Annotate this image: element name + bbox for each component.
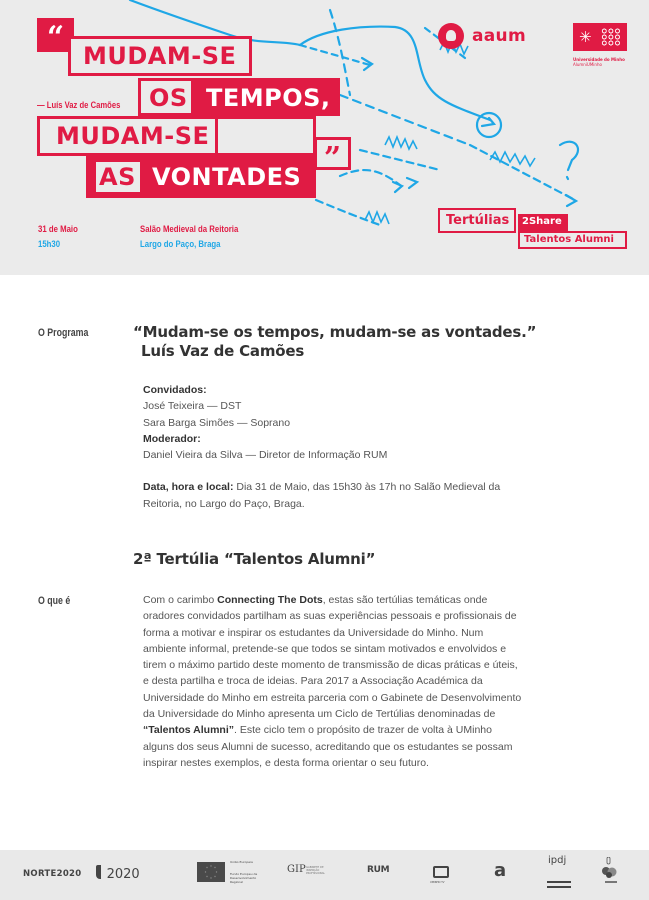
- uminho-tv-icon: [433, 866, 449, 878]
- rum-logo: RUM: [367, 865, 390, 875]
- ipdj-underline: [547, 881, 571, 883]
- headline-author: — Luís Vaz de Camões: [37, 100, 121, 110]
- aaum-footer-logo: a: [494, 860, 507, 881]
- headline-line3: MUDAM-SE: [37, 116, 218, 156]
- programa-quote: [133, 323, 536, 361]
- tertulia-title: 2ª Tertúlia “Talentos Alumni”: [133, 550, 376, 568]
- event-time: 15h30: [38, 239, 61, 250]
- um-star-icon: ✳: [579, 28, 592, 46]
- paragraph-text: , estas são tertúlias temáticas onde oradores convidados partilham as suas experiências pessoais e profissionais de forma a motivar e inspirar os estudantes da Universidade do Minho. Num ambiente informal, pretende-se que todos se sintam motivados e envolvidos e tirem o máximo partido deste momento de transmissão de dicas práticas e úteis, e desta partilha e troca de ideias. Para 2017 a Associação Académica da Universidade do Minho em estreita parceria com o Gabinete de Desenvolvimento da Universidade do Minho apresenta um Ciclo de Tertúlias denominadas de: [143, 594, 522, 721]
- programa-quote-author: Luís Vaz de Camões: [141, 342, 305, 360]
- ipdj-logo: ipdj: [548, 855, 567, 866]
- norte2020-logo: NORTE2020: [23, 869, 82, 879]
- gip-caption: GABINETE DE INSERÇÃO PROFISSIONAL: [306, 866, 325, 875]
- headline-line1: MUDAM-SE: [68, 36, 252, 76]
- paragraph-text: . Este ciclo tem o propósito de trazer de volta à UMinho alguns dos seus Alumni de sucesso, acreditando que os estudantes se possam inspirar nestes exemplos, e desta forma orientar o seu futuro.: [143, 724, 513, 769]
- uminho-tv-caption: UMINHO TV: [430, 881, 445, 884]
- paragraph-text: Com o carimbo: [143, 594, 218, 606]
- convidado-item: José Teixeira — DST: [143, 400, 242, 413]
- eu-flag-icon: [197, 862, 225, 882]
- headline-line2a: OS: [138, 78, 194, 116]
- portugal2020-text: 2020: [106, 867, 140, 882]
- programa-details: [143, 382, 523, 512]
- aaum-logo-text: aaum: [472, 26, 526, 46]
- talentos-alumni-bold: “Talentos Alumni”: [143, 724, 235, 737]
- university-minho-logo: [573, 23, 627, 51]
- feder-caption: Fundo Europeu de Desenvolvimento Regional: [230, 872, 258, 884]
- event-poster-header: [0, 0, 649, 275]
- ipdj-underline: [547, 886, 571, 888]
- gip-logo: GIP: [287, 864, 306, 875]
- moderador-name: Daniel Vieira da Silva — Diretor de Informação RUM: [143, 449, 388, 462]
- data-label: Data, hora e local:: [143, 481, 234, 494]
- portugal2020-logo: [96, 863, 140, 882]
- university-caption: Universidade do Minho: [573, 57, 625, 62]
- event-location: [140, 222, 238, 252]
- convidado-item: Sara Barga Simões — Soprano: [143, 416, 291, 429]
- university-subcaption: AlumniUMinho: [573, 62, 602, 67]
- connecting-the-dots-bold: Connecting The Dots: [217, 594, 323, 606]
- headline-line2b: TEMPOS,: [194, 78, 340, 116]
- series-2share: 2Share: [518, 214, 568, 231]
- open-quote-mark: “: [37, 18, 74, 52]
- sponsors-footer: [0, 850, 649, 900]
- um-pattern-icon: [601, 28, 621, 46]
- section-label-o-que-e: O que é: [38, 595, 71, 607]
- moderador-label: Moderador:: [143, 432, 201, 445]
- partner-logo: [599, 857, 621, 887]
- event-date-time: [38, 222, 78, 252]
- eu-text: [230, 860, 270, 884]
- convidados-label: Convidados:: [143, 384, 207, 396]
- o-que-e-paragraph: [143, 592, 523, 771]
- headline-line4b: VONTADES: [152, 163, 302, 191]
- section-label-programa: O Programa: [38, 327, 89, 339]
- programa-quote-text: “Mudam-se os tempos, mudam-se as vontades.”: [133, 323, 537, 341]
- aaum-brand: [438, 23, 526, 49]
- event-date: 31 de Maio: [38, 224, 78, 235]
- series-talentos-alumni: Talentos Alumni: [518, 231, 627, 249]
- event-address: Largo do Paço, Braga: [140, 239, 221, 250]
- data-text: Dia 31 de Maio, das 15h30 às 17h no Salão Medieval da Reitoria, no Largo do Paço, Braga.: [143, 481, 501, 510]
- event-venue: Salão Medieval da Reitoria: [140, 224, 239, 235]
- close-quote-mark: ”: [314, 137, 351, 170]
- series-tertulias: Tertúlias: [438, 208, 516, 233]
- headline-line4a: AS: [96, 162, 140, 192]
- data-hora-local: [143, 479, 523, 512]
- eu-caption: União Europeia: [230, 860, 253, 864]
- aaum-flame-icon: [438, 23, 464, 49]
- headline-line3-frame: [218, 116, 316, 156]
